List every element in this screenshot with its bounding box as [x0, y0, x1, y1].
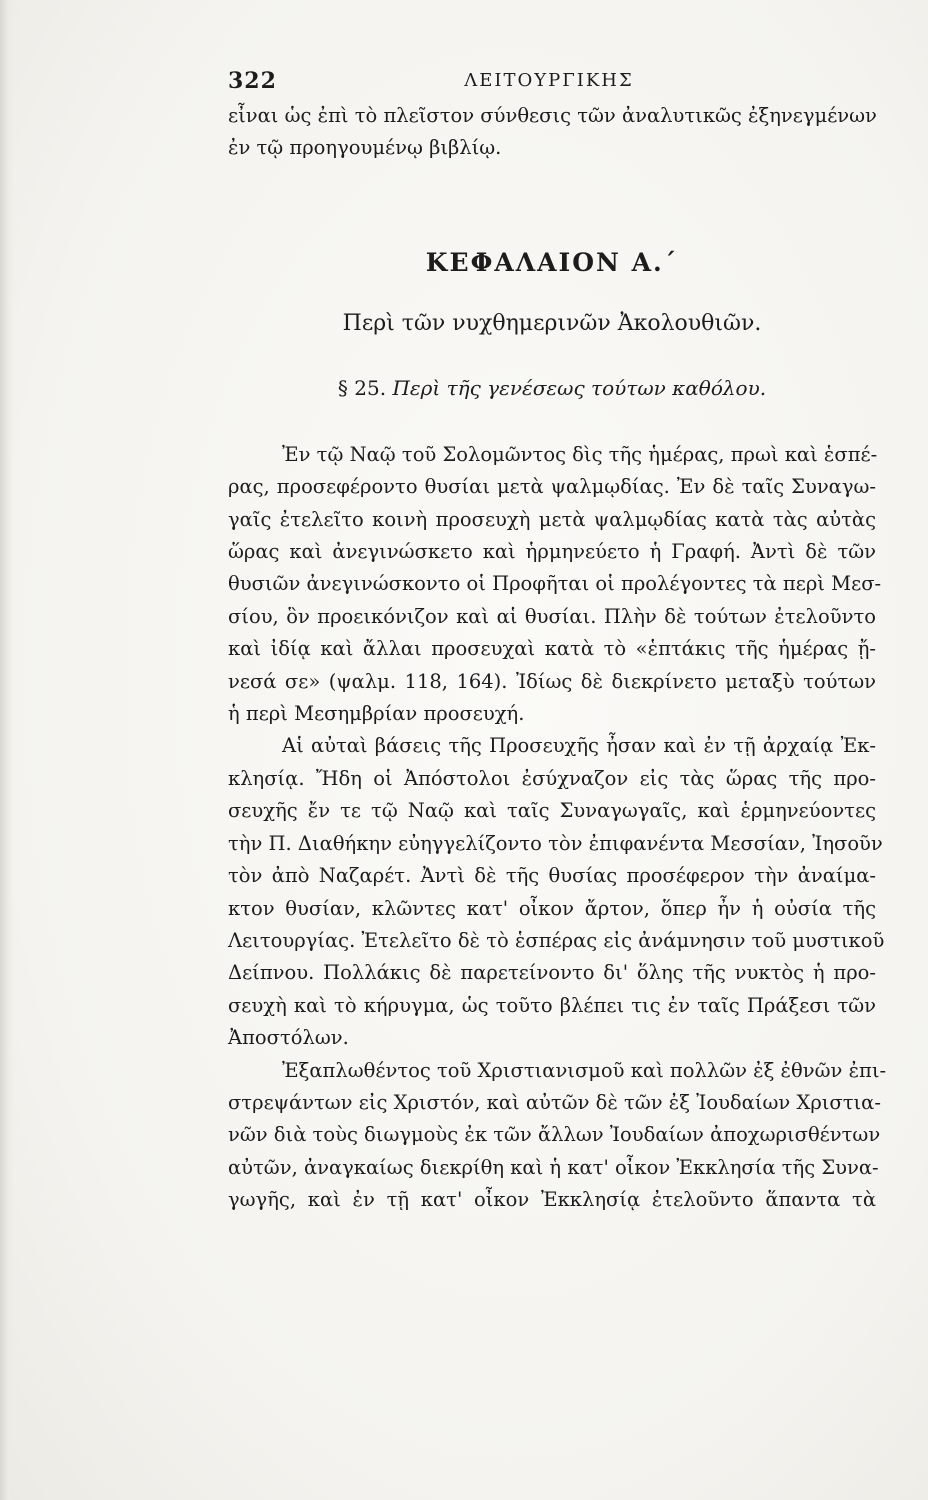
text-line: γωγῆς, καὶ ἐν τῇ κατ' οἶκον Ἐκκλησίᾳ ἐτελοῦντο ἅπαντα τὰ	[228, 1188, 876, 1212]
section-number: § 25.	[337, 375, 387, 400]
text-line: σίου, ὃν προεικόνιζον καὶ αἱ θυσίαι. Πλὴν δὲ τούτων ἐτελοῦντο	[228, 604, 876, 628]
section-title: Περὶ τῆς γενέσεως τούτων καθόλου.	[392, 375, 767, 400]
text-line: Ἀποστόλων.	[228, 1026, 349, 1050]
text-line: κλησίᾳ. Ἤδη οἱ Ἀπόστολοι ἐσύχναζον εἰς τὰς ὥρας τῆς προ-	[228, 766, 876, 790]
text-line: ἐν τῷ προηγουμένῳ βιβλίῳ.	[228, 136, 502, 160]
text-line: εἶναι ὡς ἐπὶ τὸ πλεῖστον σύνθεσις τῶν ἀναλυτικῶς ἐξηνεγμένων	[228, 104, 877, 127]
section-heading	[228, 371, 876, 405]
text-line: σευχὴ καὶ τὸ κήρυγμα, ὡς τοῦτο βλέπει τις ἐν ταῖς Πράξεσι τῶν	[228, 993, 876, 1017]
intro-text	[228, 100, 876, 165]
page-header	[226, 62, 872, 96]
chapter-title: ΚΕΦΑΛΑΙΟΝ Α.΄	[425, 247, 679, 277]
text-line: ρας, προσεφέροντο θυσίαι μετὰ ψαλμῳδίας. Ἐν δὲ ταῖς Συναγω-	[228, 475, 876, 499]
text-line: νῶν διὰ τοὺς διωγμοὺς ἐκ τῶν ἄλλων Ἰουδαίων ἀποχωρισθέντων	[228, 1123, 881, 1147]
paragraph	[228, 730, 885, 1054]
text-line: αὐτῶν, ἀναγκαίως διεκρίθη καὶ ἡ κατ' οἶκον Ἐκκλησία τῆς Συνα-	[228, 1155, 879, 1179]
running-head: ΛΕΙΤΟΥΡΓΙΚΗΣ	[464, 70, 634, 91]
paragraph	[228, 1055, 887, 1217]
text-line: θυσιῶν ἀνεγινώσκοντο οἱ Προφῆται οἱ προλέγοντες τὰ περὶ Μεσ-	[228, 572, 882, 596]
text-line: στρεψάντων εἰς Χριστόν, καὶ αὐτῶν δὲ τῶν ἐξ Ἰουδαίων Χριστια-	[228, 1090, 881, 1114]
page-number: 322	[228, 68, 277, 94]
text-line: Λειτουργίας. Ἐτελεῖτο δὲ τὸ ἑσπέρας εἰς ἀνάμνησιν τοῦ μυστικοῦ	[228, 928, 885, 952]
text-line: τὸν ἀπὸ Ναζαρέτ. Ἀντὶ δὲ τῆς θυσίας προσέφερον τὴν ἀναίμα-	[228, 864, 876, 888]
text-line: γαῖς ἐτελεῖτο κοινὴ προσευχὴ μετὰ ψαλμῳδίας κατὰ τὰς αὐτὰς	[228, 507, 876, 531]
text-line: ἡ περὶ Μεσημβρίαν προσευχή.	[228, 702, 525, 726]
text-line: κτον θυσίαν, κλῶντες κατ' οἶκον ἄρτον, ὅπερ ἦν ἡ οὐσία τῆς	[228, 896, 876, 920]
text-line: Αἱ αὐταὶ βάσεις τῆς Προσευχῆς ἦσαν καὶ ἐν τῇ ἀρχαίᾳ Ἐκ-	[282, 734, 876, 758]
text-line: καὶ ἰδίᾳ καὶ ἄλλαι προσευχαὶ κατὰ τὸ «ἑπτάκις τῆς ἡμέρας ᾔ-	[228, 637, 876, 661]
text-line: ὥρας καὶ ἀνεγινώσκετο καὶ ἡρμηνεύετο ἡ Γραφή. Ἀντὶ δὲ τῶν	[228, 540, 876, 564]
text-line: νεσά σε» (ψαλμ. 118, 164). Ἰδίως δὲ διεκρίνετο μεταξὺ τούτων	[228, 669, 876, 693]
text-line: τὴν Π. Διαθήκην εὐηγγελίζοντο τὸν ἐπιφανέντα Μεσσίαν, Ἰησοῦν	[228, 831, 883, 855]
text-line: Ἐν τῷ Ναῷ τοῦ Σολομῶντος δὶς τῆς ἡμέρας, πρωὶ καὶ ἑσπέ-	[282, 442, 878, 466]
chapter-subtitle: Περὶ τῶν νυχθημερινῶν Ἀκολουθιῶν.	[342, 310, 762, 336]
text-line: Ἐξαπλωθέντος τοῦ Χριστιανισμοῦ καὶ πολλῶν ἐξ ἐθνῶν ἐπι-	[282, 1058, 887, 1082]
text-line: Δείπνου. Πολλάκις δὲ παρετείνοντο δι' ὅλης τῆς νυκτὸς ἡ προ-	[228, 961, 876, 985]
text-line: σευχῆς ἔν τε τῷ Ναῷ καὶ ταῖς Συναγωγαῖς, καὶ ἑρμηνεύοντες	[228, 799, 876, 823]
page-body	[228, 100, 887, 1217]
paragraph	[228, 439, 882, 731]
page-binding-edge	[0, 0, 14, 1500]
